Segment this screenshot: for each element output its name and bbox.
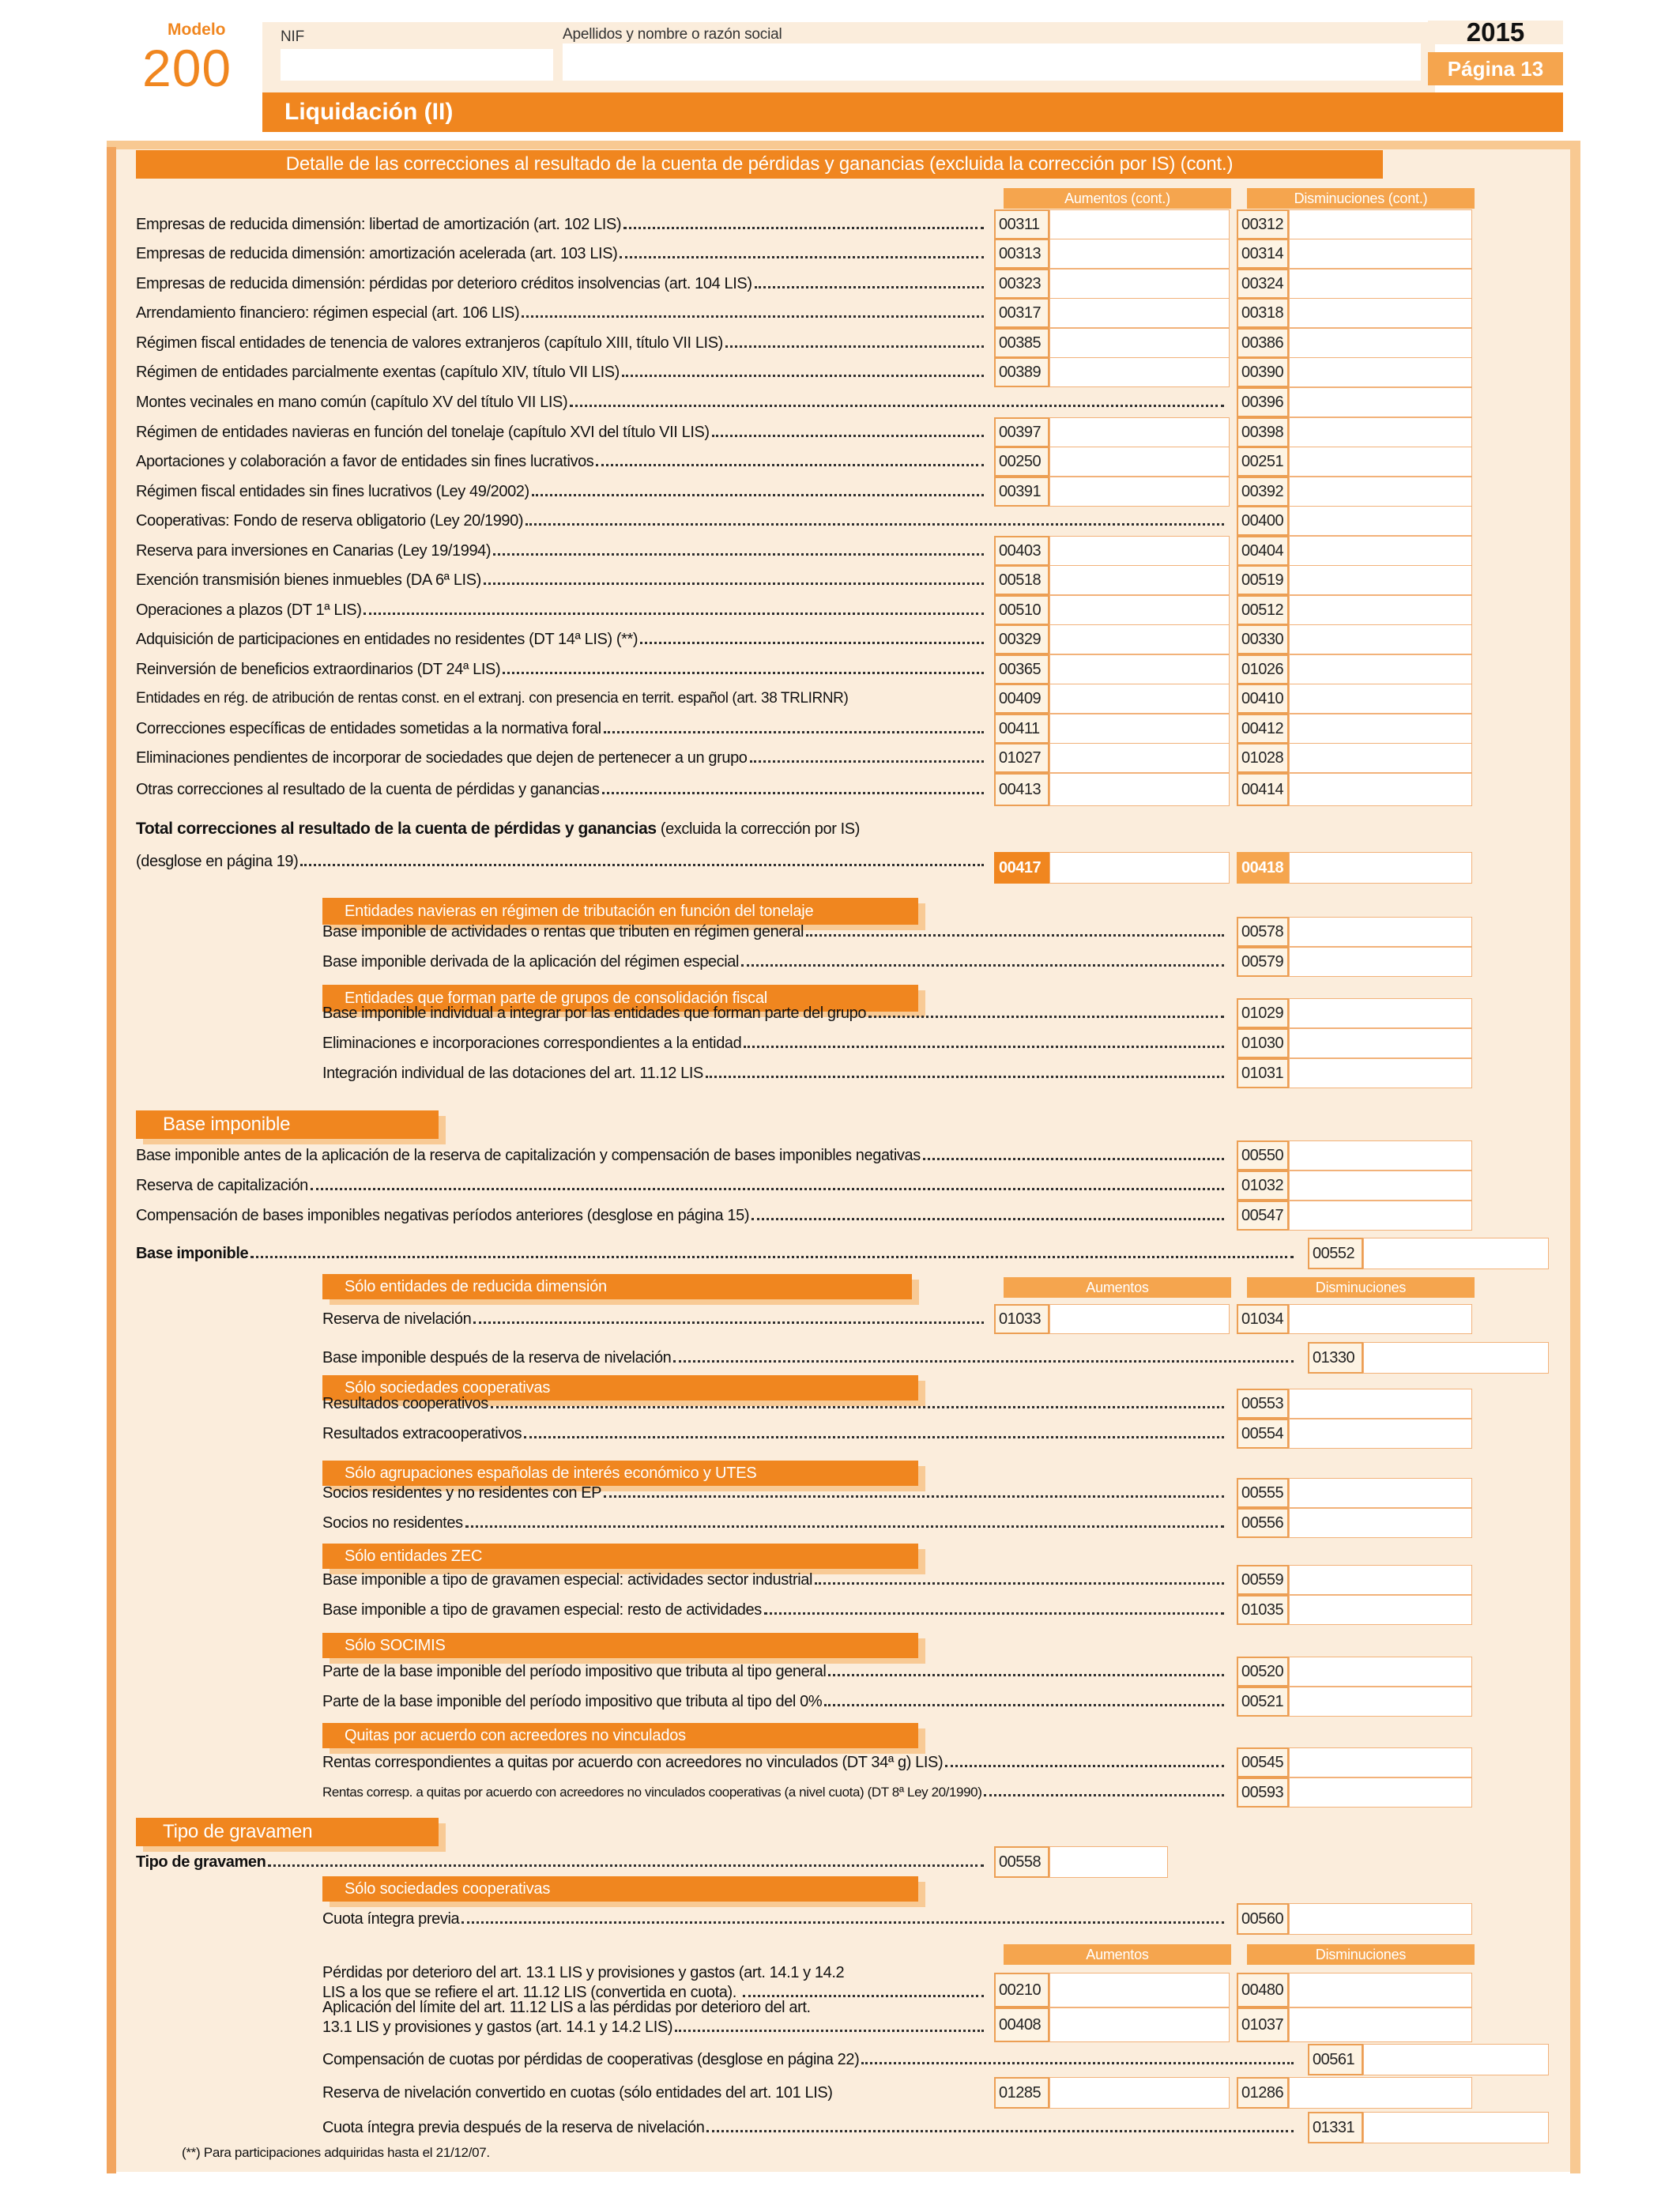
- value-box-00512[interactable]: [1289, 595, 1472, 625]
- code-box-00390: 00390: [1237, 357, 1289, 387]
- code-box-00593: 00593: [1237, 1777, 1289, 1808]
- subsection-header: Sólo entidades ZEC: [322, 1544, 918, 1569]
- value-box-00547[interactable]: [1289, 1201, 1472, 1231]
- row-label: Reserva de capitalización: [136, 1174, 1226, 1197]
- row-label: Régimen fiscal entidades sin fines lucrativos (Ley 49/2002): [136, 481, 986, 503]
- value-box-00545[interactable]: [1289, 1747, 1472, 1777]
- value-box-01026[interactable]: [1289, 654, 1472, 684]
- column-header-aumentos: Aumentos: [1004, 1277, 1231, 1298]
- value-box-00400[interactable]: [1289, 506, 1472, 536]
- code-box-01286: 01286: [1237, 2077, 1289, 2109]
- name-input[interactable]: [563, 43, 1421, 81]
- code-box-00556: 00556: [1237, 1508, 1289, 1538]
- code-box-01028: 01028: [1237, 743, 1289, 773]
- modelo-number: 200: [142, 39, 232, 97]
- code-box-00391: 00391: [994, 477, 1049, 507]
- value-box-00579[interactable]: [1289, 947, 1472, 977]
- code-box-00417: 00417: [994, 852, 1049, 884]
- code-box-00411: 00411: [994, 714, 1049, 744]
- value-box-00313[interactable]: [1049, 239, 1230, 269]
- row-label: Pérdidas por deterioro del art. 13.1 LIS y provisiones y gastos (art. 14.1 y 14.2 LIS a los que se refiere el art. 11.12 LIS (convertida en cuota).: [322, 1963, 986, 2003]
- column-header-disminuciones: Disminuciones (cont.): [1247, 188, 1475, 209]
- value-box-00417[interactable]: [1049, 852, 1230, 884]
- row-label: Cuota íntegra previa después de la reserva de nivelación: [322, 2117, 1296, 2139]
- row-label: Empresas de reducida dimensión: amortización acelerada (art. 103 LIS): [136, 243, 986, 265]
- value-box-01027[interactable]: [1049, 743, 1230, 773]
- value-box-00329[interactable]: [1049, 624, 1230, 654]
- row-label: Socios no residentes: [322, 1512, 1226, 1534]
- code-box-01030: 01030: [1237, 1028, 1289, 1058]
- value-box-00323[interactable]: [1049, 269, 1230, 299]
- value-box-00397[interactable]: [1049, 417, 1230, 447]
- code-box-00210: 00210: [994, 1973, 1049, 2007]
- code-box-00408: 00408: [994, 2007, 1049, 2042]
- code-box-00313: 00313: [994, 239, 1049, 269]
- code-box-00553: 00553: [1237, 1389, 1289, 1419]
- value-box-00553[interactable]: [1289, 1389, 1472, 1419]
- row-label: Eliminaciones e incorporaciones correspondientes a la entidad: [322, 1032, 1226, 1054]
- row-label: Reserva para inversiones en Canarias (Ley 19/1994): [136, 540, 986, 562]
- column-header-disminuciones: Disminuciones: [1247, 1944, 1475, 1965]
- value-box-01028[interactable]: [1289, 743, 1472, 773]
- code-box-00314: 00314: [1237, 239, 1289, 269]
- value-box-01330[interactable]: [1363, 1342, 1549, 1374]
- code-box-01285: 01285: [994, 2077, 1049, 2109]
- code-box-00251: 00251: [1237, 447, 1289, 477]
- value-box-00398[interactable]: [1289, 417, 1472, 447]
- code-box-00317: 00317: [994, 298, 1049, 328]
- code-box-00579: 00579: [1237, 947, 1289, 977]
- value-box-00414[interactable]: [1289, 773, 1472, 806]
- code-box-00324: 00324: [1237, 269, 1289, 299]
- row-label: Otras correcciones al resultado de la cuenta de pérdidas y ganancias: [136, 778, 986, 801]
- name-label: Apellidos y nombre o razón social: [563, 26, 782, 43]
- row-label: Montes vecinales en mano común (capítulo XV del título VII LIS): [136, 391, 1226, 413]
- code-box-00545: 00545: [1237, 1747, 1289, 1777]
- code-box-00365: 00365: [994, 654, 1049, 684]
- value-box-00389[interactable]: [1049, 357, 1230, 387]
- row-label: Cuota íntegra previa: [322, 1908, 1226, 1930]
- row-label: Parte de la base imponible del período impositivo que tributa al tipo general: [322, 1661, 1226, 1683]
- footnote: (**) Para participaciones adquiridas hasta el 21/12/07.: [182, 2145, 490, 2160]
- code-box-00412: 00412: [1237, 714, 1289, 744]
- value-box-00318[interactable]: [1289, 298, 1472, 328]
- value-box-00396[interactable]: [1289, 387, 1472, 417]
- value-box-00317[interactable]: [1049, 298, 1230, 328]
- panel-top-border: [107, 141, 1570, 149]
- section-header: Tipo de gravamen: [136, 1818, 439, 1846]
- code-box-00312: 00312: [1237, 209, 1289, 239]
- code-box-00330: 00330: [1237, 624, 1289, 654]
- row-label: Rentas corresp. a quitas por acuerdo con acreedores no vinculados cooperativas (a nivel cuota) (DT 8ª Ley 20/1990): [322, 1781, 1226, 1804]
- value-box-00411[interactable]: [1049, 714, 1230, 744]
- subsection-header: Quitas por acuerdo con acreedores no vinculados: [322, 1723, 918, 1748]
- code-box-00386: 00386: [1237, 328, 1289, 358]
- row-label: Entidades en rég. de atribución de rentas const. en el extranj. con presencia en territ. español (art. 38 TRLIRNR): [136, 690, 849, 707]
- section-header: Detalle de las correcciones al resultado de la cuenta de pérdidas y ganancias (excluida la corrección por IS) (cont.): [136, 150, 1383, 179]
- code-box-01029: 01029: [1237, 998, 1289, 1028]
- code-box-00403: 00403: [994, 536, 1049, 566]
- header-id-panel: [262, 22, 1435, 93]
- code-box-01330: 01330: [1308, 1342, 1363, 1374]
- code-box-00318: 00318: [1237, 298, 1289, 328]
- section-banner: Liquidación (II): [262, 92, 1563, 132]
- value-box-01033[interactable]: [1049, 1304, 1230, 1334]
- row-label: Base imponible de actividades o rentas que tributen en régimen general: [322, 921, 1226, 943]
- value-box-00330[interactable]: [1289, 624, 1472, 654]
- code-box-00329: 00329: [994, 624, 1049, 654]
- code-box-00552: 00552: [1308, 1238, 1363, 1269]
- value-box-00365[interactable]: [1049, 654, 1230, 684]
- code-box-00392: 00392: [1237, 477, 1289, 507]
- code-box-00311: 00311: [994, 209, 1049, 239]
- code-box-00418: 00418: [1237, 852, 1289, 884]
- subsection-header: Sólo agrupaciones españolas de interés económico y UTES: [322, 1461, 918, 1486]
- code-box-01035: 01035: [1237, 1595, 1289, 1625]
- code-box-00519: 00519: [1237, 565, 1289, 595]
- row-label: Compensación de bases imponibles negativas períodos anteriores (desglose en página 15): [136, 1204, 1226, 1227]
- row-label: Correcciones específicas de entidades sometidas a la normativa foral: [136, 718, 986, 740]
- value-box-01032[interactable]: [1289, 1171, 1472, 1201]
- row-label: Base imponible a tipo de gravamen especial: actividades sector industrial: [322, 1569, 1226, 1591]
- value-box-00408[interactable]: [1049, 2007, 1230, 2042]
- row-label: Base imponible: [136, 1242, 1296, 1265]
- code-box-01031: 01031: [1237, 1058, 1289, 1088]
- value-box-00480[interactable]: [1289, 1973, 1472, 2007]
- value-box-00314[interactable]: [1289, 239, 1472, 269]
- nif-label: NIF: [281, 28, 305, 45]
- row-label: Integración individual de las dotaciones del art. 11.12 LIS: [322, 1062, 1226, 1084]
- value-box-00555[interactable]: [1289, 1478, 1472, 1508]
- code-box-01032: 01032: [1237, 1171, 1289, 1201]
- code-box-00398: 00398: [1237, 417, 1289, 447]
- subsection-header: Sólo SOCIMIS: [322, 1633, 918, 1658]
- value-box-00520[interactable]: [1289, 1657, 1472, 1687]
- row-label: Eliminaciones pendientes de incorporar de sociedades que dejen de pertenecer a un grupo: [136, 747, 986, 769]
- value-box-00251[interactable]: [1289, 447, 1472, 477]
- code-box-00396: 00396: [1237, 387, 1289, 417]
- row-label: Rentas correspondientes a quitas por acuerdo con acreedores no vinculados (DT 34ª g) LIS): [322, 1751, 1226, 1774]
- code-box-01331: 01331: [1308, 2112, 1363, 2143]
- code-box-01033: 01033: [994, 1304, 1049, 1334]
- code-box-00400: 00400: [1237, 506, 1289, 536]
- value-box-00510[interactable]: [1049, 595, 1230, 625]
- code-box-00397: 00397: [994, 417, 1049, 447]
- row-label: Resultados extracooperativos: [322, 1423, 1226, 1445]
- code-box-01034: 01034: [1237, 1304, 1289, 1334]
- code-box-00404: 00404: [1237, 536, 1289, 566]
- row-label: Aplicación del límite del art. 11.12 LIS a las pérdidas por deterioro del art. 13.1 LIS y provisiones y gastos (art. 14.1 y 14.2 LIS): [322, 1998, 986, 2038]
- row-label: Tipo de gravamen: [136, 1851, 986, 1873]
- row-label: Empresas de reducida dimensión: libertad de amortización (art. 102 LIS): [136, 213, 986, 236]
- value-box-00392[interactable]: [1289, 477, 1472, 507]
- value-box-00403[interactable]: [1049, 536, 1230, 566]
- subsection-header: Sólo entidades de reducida dimensión: [322, 1274, 912, 1299]
- code-box-00323: 00323: [994, 269, 1049, 299]
- value-box-00409[interactable]: [1049, 684, 1230, 714]
- column-header-aumentos: Aumentos (cont.): [1004, 188, 1231, 209]
- code-box-00578: 00578: [1237, 917, 1289, 947]
- code-box-00414: 00414: [1237, 773, 1289, 806]
- row-label: Base imponible derivada de la aplicación del régimen especial: [322, 951, 1226, 973]
- value-box-00558[interactable]: [1049, 1846, 1168, 1878]
- value-box-01037[interactable]: [1289, 2007, 1472, 2042]
- row-label: Régimen fiscal entidades de tenencia de valores extranjeros (capítulo XIII, título VII LIS): [136, 332, 986, 354]
- code-box-00554: 00554: [1237, 1419, 1289, 1449]
- value-box-00559[interactable]: [1289, 1565, 1472, 1595]
- year-badge: 2015: [1428, 21, 1563, 44]
- section-header: Base imponible: [136, 1110, 439, 1139]
- code-box-00560: 00560: [1237, 1903, 1289, 1935]
- value-box-00560[interactable]: [1289, 1903, 1472, 1935]
- value-box-00390[interactable]: [1289, 357, 1472, 387]
- code-box-00480: 00480: [1237, 1973, 1289, 2007]
- code-box-00409: 00409: [994, 684, 1049, 714]
- row-label: Reserva de nivelación convertido en cuotas (sólo entidades del art. 101 LIS): [322, 2084, 833, 2102]
- code-box-01037: 01037: [1237, 2007, 1289, 2042]
- value-box-00521[interactable]: [1289, 1687, 1472, 1717]
- row-label: Régimen de entidades navieras en función del tonelaje (capítulo XVI del título VII LIS): [136, 421, 986, 443]
- value-box-01286[interactable]: [1289, 2077, 1472, 2109]
- code-box-00510: 00510: [994, 595, 1049, 625]
- code-box-00385: 00385: [994, 328, 1049, 358]
- value-box-01030[interactable]: [1289, 1028, 1472, 1058]
- value-box-01035[interactable]: [1289, 1595, 1472, 1625]
- value-box-00250[interactable]: [1049, 447, 1230, 477]
- value-box-00413[interactable]: [1049, 773, 1230, 806]
- code-box-00555: 00555: [1237, 1478, 1289, 1508]
- code-box-01026: 01026: [1237, 654, 1289, 684]
- code-box-00558: 00558: [994, 1846, 1049, 1878]
- code-box-00512: 00512: [1237, 595, 1289, 625]
- modelo-label: Modelo: [168, 21, 226, 39]
- value-box-00556[interactable]: [1289, 1508, 1472, 1538]
- value-box-00561[interactable]: [1363, 2044, 1549, 2075]
- code-box-00561: 00561: [1308, 2044, 1363, 2075]
- row-label: Base imponible antes de la aplicación de la reserva de capitalización y compensación de bases imponibles negativas: [136, 1144, 1226, 1167]
- code-box-01027: 01027: [994, 743, 1049, 773]
- value-box-00550[interactable]: [1289, 1140, 1472, 1171]
- value-box-00385[interactable]: [1049, 328, 1230, 358]
- row-label: Base imponible después de la reserva de nivelación: [322, 1347, 1296, 1369]
- value-box-00519[interactable]: [1289, 565, 1472, 595]
- value-box-00554[interactable]: [1289, 1419, 1472, 1449]
- row-label: Adquisición de participaciones en entidades no residentes (DT 14ª LIS) (**): [136, 628, 986, 650]
- column-header-disminuciones: Disminuciones: [1247, 1277, 1475, 1298]
- total-row-label: Total correcciones al resultado de la cuenta de pérdidas y ganancias (excluida la corrección por IS) (desglose en página 19): [136, 817, 986, 872]
- value-box-00386[interactable]: [1289, 328, 1472, 358]
- code-box-00550: 00550: [1237, 1140, 1289, 1171]
- value-box-00391[interactable]: [1049, 477, 1230, 507]
- subsection-header: Sólo sociedades cooperativas: [322, 1375, 918, 1400]
- nif-input[interactable]: [281, 49, 553, 81]
- row-label: Aportaciones y colaboración a favor de entidades sin fines lucrativos: [136, 450, 986, 473]
- row-label: Reinversión de beneficios extraordinarios (DT 24ª LIS): [136, 658, 986, 680]
- value-box-00210[interactable]: [1049, 1973, 1230, 2007]
- row-label: Compensación de cuotas por pérdidas de cooperativas (desglose en página 22): [322, 2049, 1296, 2071]
- code-box-00389: 00389: [994, 357, 1049, 387]
- code-box-00547: 00547: [1237, 1201, 1289, 1231]
- value-box-00404[interactable]: [1289, 536, 1472, 566]
- subsection-header: Entidades que forman parte de grupos de consolidación fiscal: [322, 985, 918, 1012]
- code-box-00413: 00413: [994, 773, 1049, 806]
- code-box-00559: 00559: [1237, 1565, 1289, 1595]
- value-box-00552[interactable]: [1363, 1238, 1549, 1269]
- code-box-00521: 00521: [1237, 1687, 1289, 1717]
- row-label: Parte de la base imponible del período impositivo que tributa al tipo del 0%: [322, 1691, 1226, 1713]
- panel-left-border: [107, 147, 116, 2173]
- page-number-badge: Página 13: [1428, 52, 1563, 85]
- value-box-00578[interactable]: [1289, 917, 1472, 947]
- subsection-header: Entidades navieras en régimen de tributación en función del tonelaje: [322, 898, 918, 925]
- row-label: Exención transmisión bienes inmuebles (DA 6ª LIS): [136, 569, 986, 591]
- row-label: Régimen de entidades parcialmente exentas (capítulo XIV, título VII LIS): [136, 361, 986, 383]
- value-box-00412[interactable]: [1289, 714, 1472, 744]
- value-box-01031[interactable]: [1289, 1058, 1472, 1088]
- column-header-aumentos: Aumentos: [1004, 1944, 1231, 1965]
- value-box-01034[interactable]: [1289, 1304, 1472, 1334]
- value-box-01331[interactable]: [1363, 2112, 1549, 2143]
- code-box-00520: 00520: [1237, 1657, 1289, 1687]
- value-box-01285[interactable]: [1049, 2077, 1230, 2109]
- value-box-00518[interactable]: [1049, 565, 1230, 595]
- row-label: Socios residentes y no residentes con EP: [322, 1482, 1226, 1504]
- row-label: Arrendamiento financiero: régimen especial (art. 106 LIS): [136, 302, 986, 324]
- row-label: Base imponible individual a integrar por las entidades que forman parte del grupo: [322, 1002, 1226, 1024]
- value-box-00311[interactable]: [1049, 209, 1230, 239]
- row-label: Operaciones a plazos (DT 1ª LIS): [136, 599, 986, 621]
- row-label: Empresas de reducida dimensión: pérdidas por deterioro créditos insolvencias (art. 104 LIS): [136, 273, 986, 295]
- code-box-00518: 00518: [994, 565, 1049, 595]
- row-label: Cooperativas: Fondo de reserva obligatorio (Ley 20/1990): [136, 510, 1226, 532]
- value-box-00593[interactable]: [1289, 1777, 1472, 1808]
- panel-right-border: [1570, 141, 1580, 2173]
- value-box-01029[interactable]: [1289, 998, 1472, 1028]
- row-label: Resultados cooperativos: [322, 1393, 1226, 1415]
- value-box-00324[interactable]: [1289, 269, 1472, 299]
- value-box-00418[interactable]: [1289, 852, 1472, 884]
- value-box-00312[interactable]: [1289, 209, 1472, 239]
- subsection-header: Sólo sociedades cooperativas: [322, 1876, 918, 1902]
- value-box-00410[interactable]: [1289, 684, 1472, 714]
- code-box-00410: 00410: [1237, 684, 1289, 714]
- row-label: Reserva de nivelación: [322, 1308, 986, 1330]
- code-box-00250: 00250: [994, 447, 1049, 477]
- row-label: Base imponible a tipo de gravamen especial: resto de actividades: [322, 1599, 1226, 1621]
